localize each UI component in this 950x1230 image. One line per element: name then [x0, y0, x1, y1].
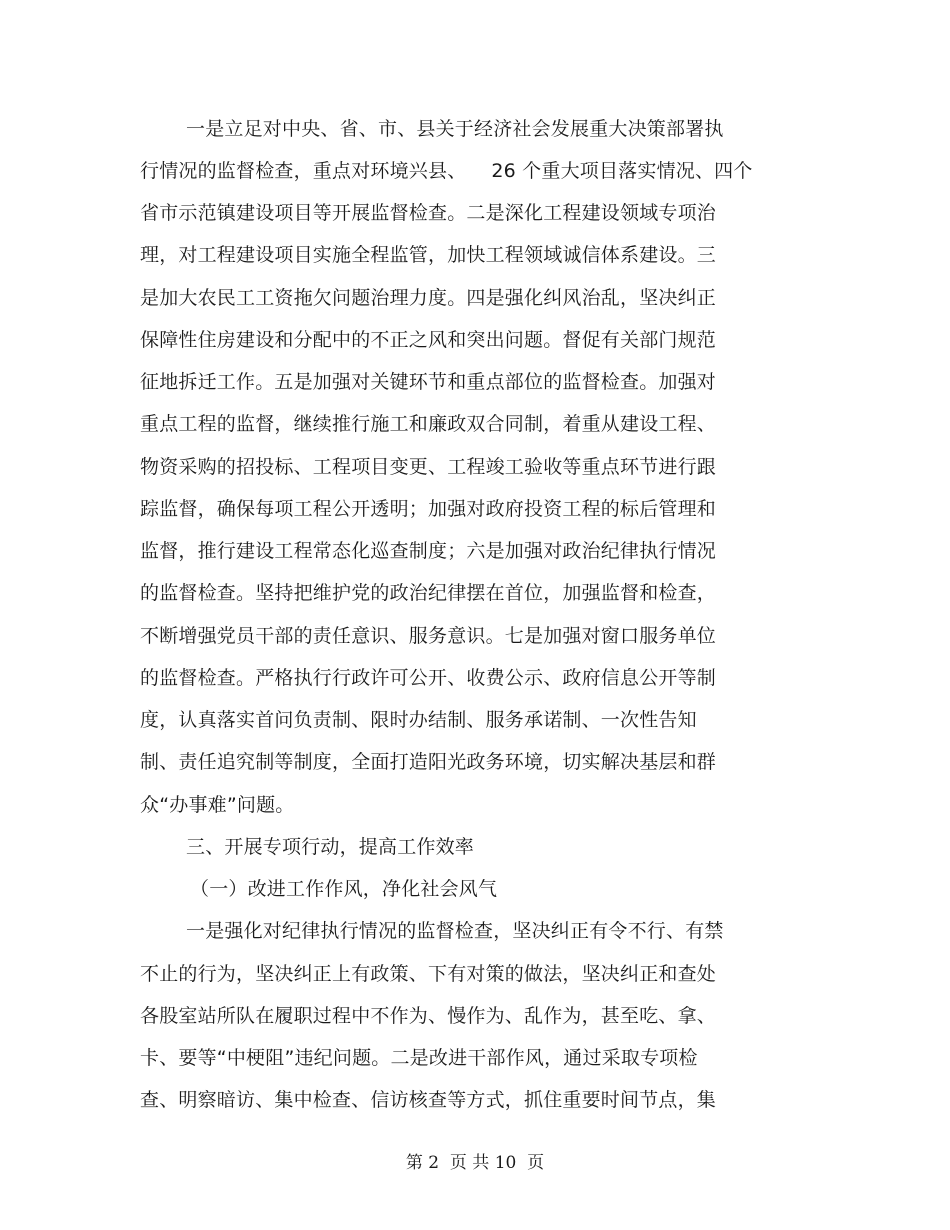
paragraph-line: 不断增强党员干部的责任意识、服务意识。七是加强对窗口服务单位 — [140, 625, 717, 647]
paragraph-line: 一是立足对中央、省、市、县关于经济社会发展重大决策部署执 — [186, 118, 724, 140]
paragraph-line: 征地拆迁工作。五是加强对关键环节和重点部位的监督检查。加强对 — [140, 371, 717, 393]
paragraph-line: 各股室站所队在履职过程中不作为、慢作为、乱作为，甚至吃、拿、 — [140, 1005, 717, 1027]
paragraph-line: 一是强化对纪律执行情况的监督检查，坚决纠正有令不行、有禁 — [186, 920, 724, 942]
paragraph-line: 查、明察暗访、集中检查、信访核查等方式，抓住重要时间节点，集 — [140, 1089, 717, 1111]
paragraph-line: 行情况的监督检查，重点对环境兴县、 26 个重大项目落实情况、四个 — [140, 160, 753, 182]
paragraph-line: 监督，推行建设工程常态化巡查制度；六是加强对政治纪律执行情况 — [140, 540, 717, 562]
paragraph-line: 制、责任追究制等制度，全面打造阳光政务环境，切实解决基层和群 — [140, 751, 717, 773]
paragraph-line: 的监督检查。严格执行行政许可公开、收费公示、政府信息公开等制 — [140, 667, 717, 689]
paragraph-line: 理，对工程建设项目实施全程监管，加快工程领域诚信体系建设。三 — [140, 244, 717, 266]
page-number-footer: 第 2 页 共 10 页 — [405, 1153, 545, 1173]
subsection-heading: （一）改进工作作风，净化社会风气 — [190, 878, 498, 900]
paragraph-line: 物资采购的招投标、工程项目变更、工程竣工验收等重点环节进行跟 — [140, 456, 717, 478]
paragraph-line: 是加大农民工工资拖欠问题治理力度。四是强化纠风治乱，坚决纠正 — [140, 287, 717, 309]
paragraph-line: 卡、要等“中梗阻”违纪问题。二是改进干部作风，通过采取专项检 — [140, 1047, 698, 1069]
paragraph-line: 保障性住房建设和分配中的不正之风和突出问题。督促有关部门规范 — [140, 329, 717, 351]
paragraph-line: 度，认真落实首问负责制、限时办结制、服务承诺制、一次性告知 — [140, 709, 697, 731]
paragraph-line: 省市示范镇建设项目等开展监督检查。二是深化工程建设领域专项治 — [140, 202, 717, 224]
paragraph-line: 众“办事难”问题。 — [140, 794, 295, 816]
paragraph-line: 重点工程的监督，继续推行施工和廉政双合同制，着重从建设工程、 — [140, 413, 717, 435]
paragraph-line: 不止的行为，坚决纠正上有政策、下有对策的做法，坚决纠正和查处 — [140, 963, 717, 985]
paragraph-line: 的监督检查。坚持把维护党的政治纪律摆在首位，加强监督和检查， — [140, 582, 717, 604]
section-heading: 三、开展专项行动，提高工作效率 — [186, 836, 475, 858]
paragraph-line: 踪监督，确保每项工程公开透明；加强对政府投资工程的标后管理和 — [140, 498, 717, 520]
